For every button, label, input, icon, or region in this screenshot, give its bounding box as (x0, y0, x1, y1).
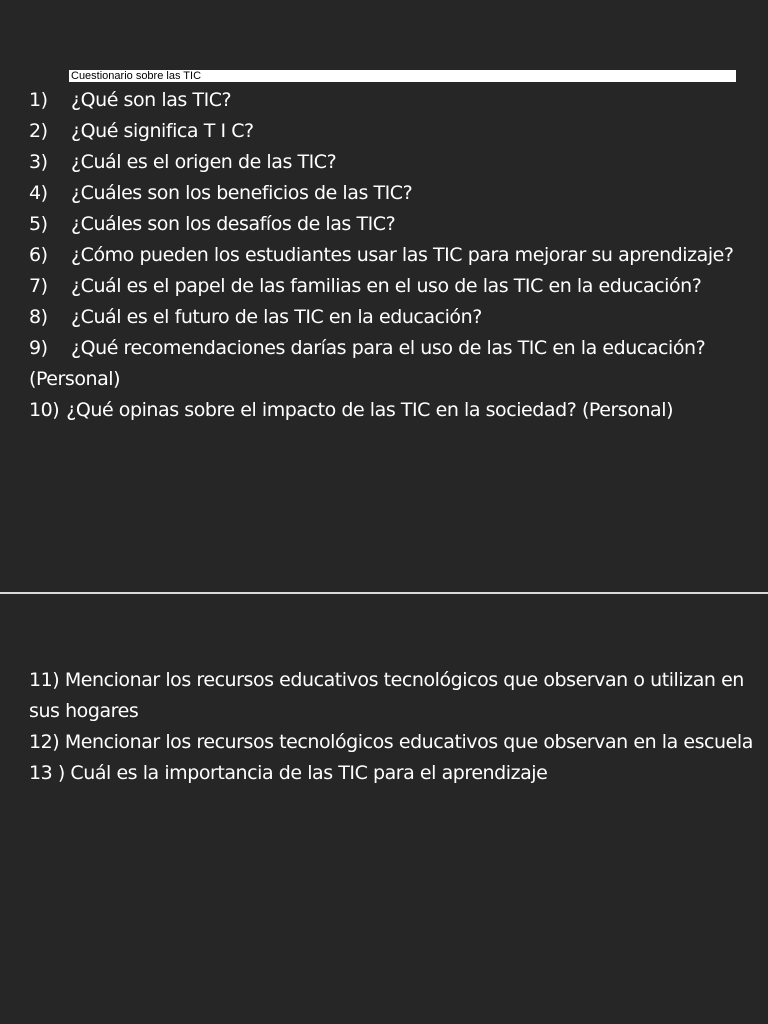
question-text: ¿Cuáles son los desafíos de las TIC? (71, 213, 396, 235)
question-list-2 (29, 665, 759, 789)
questionnaire-header: Cuestionario sobre las TIC (69, 70, 736, 82)
question-item (29, 333, 759, 395)
question-item (29, 178, 759, 209)
slide-page-2 (0, 594, 768, 1024)
question-item (29, 116, 759, 147)
question-item (29, 147, 759, 178)
question-text: ¿Qué recomendaciones darías para el uso de las TIC en la educación? (Personal) (29, 337, 706, 390)
question-text: ¿Cuál es el origen de las TIC? (71, 151, 337, 173)
question-item (29, 395, 759, 426)
question-number: 1) (29, 89, 48, 111)
question-item (29, 240, 759, 271)
question-number: 10) (29, 399, 60, 421)
question-item (29, 85, 759, 116)
question-text: ¿Cuál es el papel de las familias en el uso de las TIC en la educación? (71, 275, 702, 297)
question-text: ¿Cómo pueden los estudiantes usar las TIC para mejorar su aprendizaje? (71, 244, 734, 266)
question-number: 9) (29, 337, 48, 359)
question-list (29, 85, 759, 426)
question-number: 2) (29, 120, 48, 142)
question-text: ¿Qué significa T I C? (71, 120, 254, 142)
question-item: 11) Mencionar los recursos educativos tecnológicos que observan o utilizan en sus hogares (29, 669, 744, 722)
question-item (29, 271, 759, 302)
question-item (29, 302, 759, 333)
question-text: ¿Cuáles son los beneficios de las TIC? (71, 182, 413, 204)
question-text: ¿Cuál es el futuro de las TIC en la educación? (71, 306, 482, 328)
question-number: 4) (29, 182, 48, 204)
question-number: 8) (29, 306, 48, 328)
question-number: 6) (29, 244, 48, 266)
question-number: 3) (29, 151, 48, 173)
question-text: ¿Qué son las TIC? (71, 89, 232, 111)
question-text: ¿Qué opinas sobre el impacto de las TIC en la sociedad? (Personal) (66, 399, 674, 421)
question-item (29, 209, 759, 240)
question-number: 7) (29, 275, 48, 297)
question-item: 13 ) Cuál es la importancia de las TIC para el aprendizaje (29, 762, 548, 784)
question-number: 5) (29, 213, 48, 235)
question-item: 12) Mencionar los recursos tecnológicos educativos que observan en la escuela (29, 731, 753, 753)
